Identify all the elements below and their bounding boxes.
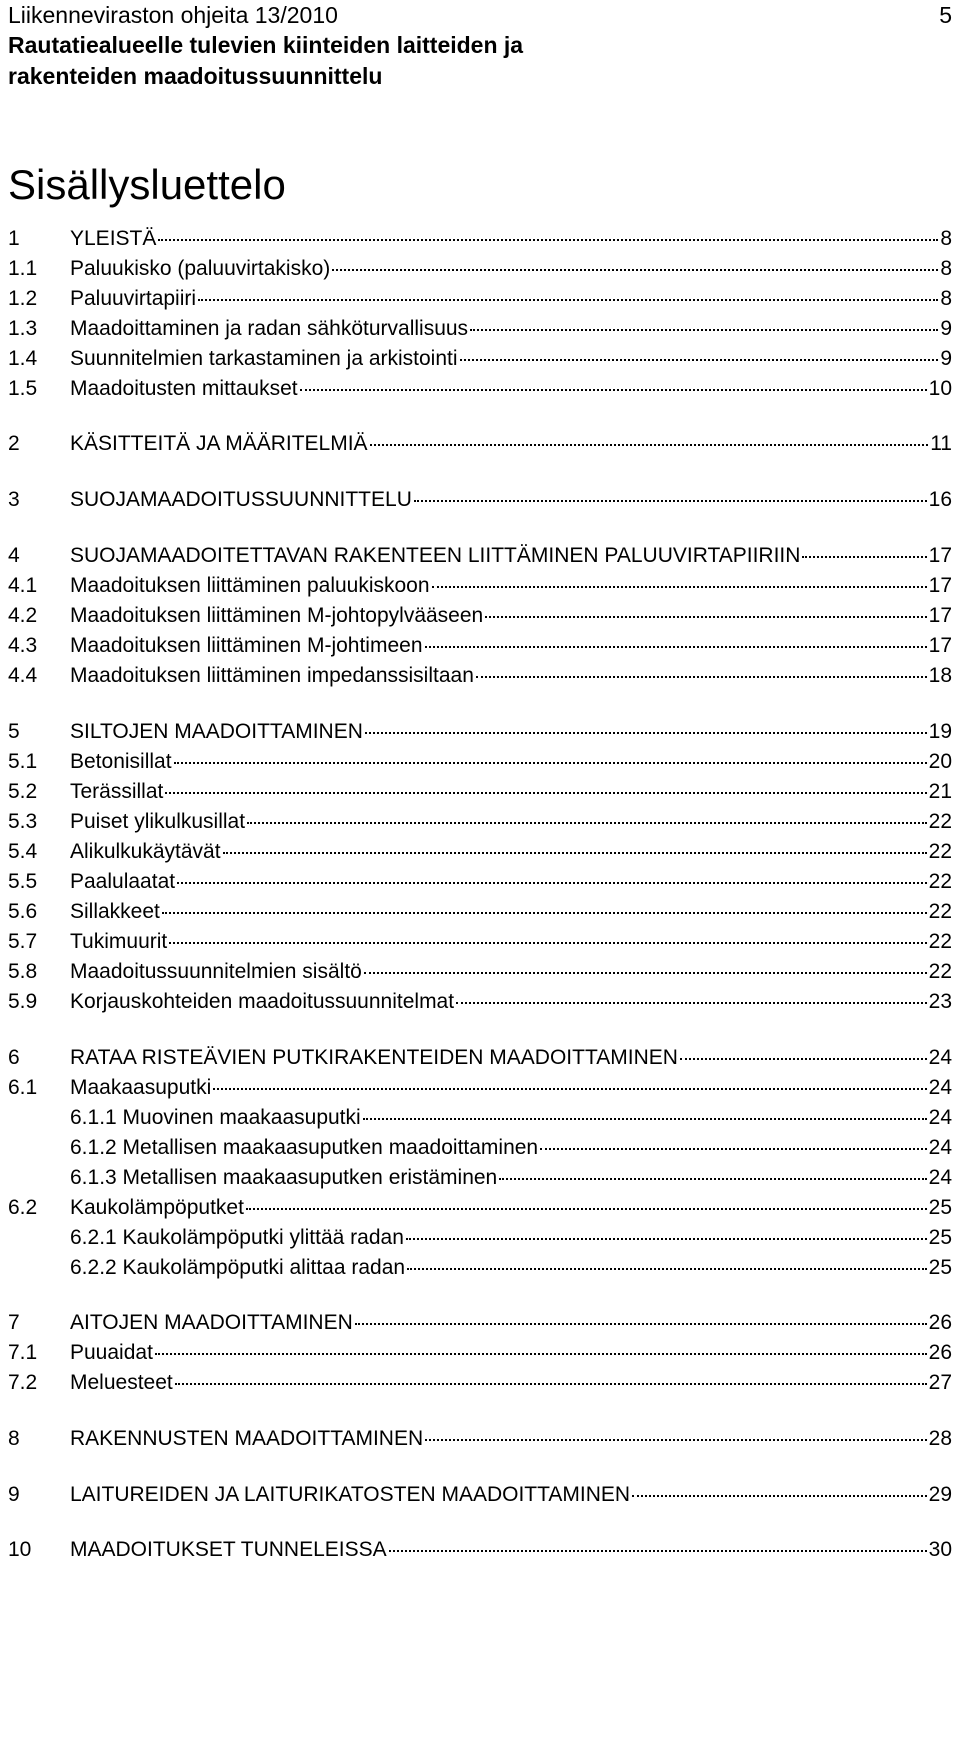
toc-entry-number: 5.3 [8,810,38,833]
toc-entry[interactable] [8,428,952,458]
document-title-line-1: Rautatiealueelle tulevien kiinteiden laitteiden ja [8,32,524,58]
dot-leader [470,309,938,331]
toc-entry-page: 29 [928,1483,952,1506]
toc-entry-page: 20 [928,750,952,773]
toc-entry-page: 18 [928,664,952,687]
toc-entry-title: Paluukisko (paluuvirtakisko) [70,257,331,280]
toc-entry[interactable] [8,373,952,403]
toc-entry[interactable] [8,660,952,690]
toc-entry-number: 8 [8,1427,20,1450]
toc-entry-title: Tukimuurit [70,930,168,953]
toc-entry-page: 17 [928,574,952,597]
toc-entry-page: 22 [928,960,952,983]
toc-entry-page: 26 [928,1341,952,1364]
dot-leader [158,219,938,241]
toc-entry-page: 19 [928,720,952,743]
toc-entry-title: Kaukolämpöputket [70,1196,244,1219]
dot-leader [632,1475,927,1497]
dot-leader [460,339,939,361]
toc-entry-title: Paluuvirtapiiri [70,287,197,310]
toc-entry-title: 6.2.1 Kaukolämpöputki ylittää radan [70,1226,404,1249]
toc-entry-title: Maadoittaminen ja radan sähköturvallisuus [70,317,469,340]
toc-entry-number: 5.1 [8,750,38,773]
toc-entry-page: 25 [928,1226,952,1249]
toc-entry-page: 25 [928,1256,952,1279]
toc-entry-page: 28 [928,1427,952,1450]
toc-entry[interactable] [8,1367,952,1397]
toc-entry-number: 9 [8,1483,20,1506]
toc-entry-title: Maadoituksen liittäminen paluukiskoon [70,574,430,597]
dot-leader [485,596,926,618]
toc-entry-title: Suunnitelmien tarkastaminen ja arkistointi [70,347,458,370]
dot-leader [247,802,927,824]
toc-entry-number: 4.3 [8,634,38,657]
toc-entry-number: 7 [8,1311,20,1334]
toc-entry-title: Maadoituksen liittäminen M-johtimeen [70,634,423,657]
toc-entry-title: Meluesteet [70,1371,173,1394]
toc-entry-title: Sillakkeet [70,900,160,923]
series-label: Liikenneviraston ohjeita 13/2010 [8,2,338,28]
toc-entry-number: 6.2 [8,1196,38,1219]
dot-leader [370,424,929,446]
dot-leader [456,982,927,1004]
toc-entry-number: 5.7 [8,930,38,953]
toc-entry-title: SILTOJEN MAADOITTAMINEN [70,720,363,743]
toc-entry[interactable] [8,1534,952,1564]
toc-entry-title: Maakaasuputki [70,1076,212,1099]
dot-leader [213,1068,926,1090]
toc-entry-number: 1.3 [8,317,38,340]
toc-entry-page: 22 [928,840,952,863]
dot-leader [680,1038,927,1060]
toc-entry-title: Maadoitussuunnitelmien sisältö [70,960,362,983]
toc-entry-page: 30 [928,1538,952,1561]
toc-entry-title: RATAA RISTEÄVIEN PUTKIRAKENTEIDEN MAADOITTAMINEN [70,1046,678,1069]
toc-entry-page: 25 [928,1196,952,1219]
dot-leader [363,1098,927,1120]
toc-entry-page: 8 [940,227,952,250]
toc-entry-title: AITOJEN MAADOITTAMINEN [70,1311,353,1334]
toc-entry[interactable] [8,1479,952,1509]
toc-entry[interactable] [8,986,952,1016]
toc-entry-page: 22 [928,810,952,833]
toc-entry-number: 5.6 [8,900,38,923]
toc-entry-number: 6.1 [8,1076,38,1099]
toc-entry-title: Puiset ylikulkusillat [70,810,246,833]
toc-entry-title: RAKENNUSTEN MAADOITTAMINEN [70,1427,424,1450]
toc-entry-number: 5 [8,720,20,743]
dot-leader [165,772,926,794]
toc-entry-title: 6.1.2 Metallisen maakaasuputken maadoittaminen [70,1136,539,1159]
dot-leader [175,1363,927,1385]
dot-leader [246,1188,927,1210]
toc-entry-title: Paalulaatat [70,870,176,893]
page-header [8,0,952,92]
toc-entry-number: 1.2 [8,287,38,310]
dot-leader [414,480,927,502]
toc-entry-page: 10 [928,377,952,400]
toc-heading: Sisällysluettelo [8,161,286,208]
toc-entry-page: 22 [928,870,952,893]
toc-entry-page: 24 [928,1166,952,1189]
dot-leader [162,892,927,914]
toc-entry-page: 9 [940,347,952,370]
page-number: 5 [939,2,952,28]
toc-entry-page: 27 [928,1371,952,1394]
toc-entry-page: 24 [928,1076,952,1099]
toc-entry-number: 6 [8,1046,20,1069]
toc-entry-page: 17 [928,634,952,657]
toc-entry-page: 21 [928,780,952,803]
toc-entry-page: 16 [928,488,952,511]
toc-entry-title: 6.1.3 Metallisen maakaasuputken eristäminen [70,1166,498,1189]
dot-leader [355,1303,927,1325]
toc-entry-number: 1.5 [8,377,38,400]
dot-leader [432,566,927,588]
dot-leader [499,1158,926,1180]
dot-leader [169,922,926,944]
toc-entry-number: 3 [8,488,20,511]
toc-entry-title: Terässillat [70,780,164,803]
toc-entry-title: Maadoitusten mittaukset [70,377,298,400]
toc-entry[interactable] [8,484,952,514]
dot-leader [364,952,927,974]
toc-entry-page: 9 [940,317,952,340]
toc-entry-number: 4.2 [8,604,38,627]
toc-entry-number: 10 [8,1538,32,1561]
dot-leader [425,626,927,648]
dot-leader [155,1333,927,1355]
toc-entry-title: SUOJAMAADOITUSSUUNNITTELU [70,488,412,511]
dot-leader [476,656,927,678]
toc-entry-number: 7.2 [8,1371,38,1394]
toc-entry-page: 24 [928,1046,952,1069]
dot-leader [174,742,927,764]
toc-entry-title: MAADOITUKSET TUNNELEISSA [70,1538,387,1561]
toc-entry-number: 5.8 [8,960,38,983]
document-title-line-2: rakenteiden maadoitussuunnittelu [8,63,383,89]
dot-leader [406,1218,927,1240]
dot-leader [389,1530,927,1552]
toc-entry[interactable] [8,1252,952,1282]
toc-entry-title: Korjauskohteiden maadoitussuunnitelmat [70,990,455,1013]
toc-entry-page: 8 [940,287,952,310]
toc-entry-page: 8 [940,257,952,280]
toc-entry-number: 4 [8,544,20,567]
toc-entry-number: 2 [8,432,20,455]
toc-entry-page: 24 [928,1106,952,1129]
dot-leader [407,1248,927,1270]
toc-entry-title: KÄSITTEITÄ JA MÄÄRITELMIÄ [70,432,368,455]
dot-leader [332,249,938,271]
dot-leader [802,536,926,558]
dot-leader [540,1128,927,1150]
toc-entry-number: 5.9 [8,990,38,1013]
dot-leader [300,369,927,391]
toc-entry-title: SUOJAMAADOITETTAVAN RAKENTEEN LIITTÄMINEN PALUUVIRTAPIIRIIN [70,544,801,567]
toc-entry-title: YLEISTÄ [70,227,157,250]
toc-entry-title: Maadoituksen liittäminen M-johtopylvääseen [70,604,484,627]
toc-entry-page: 17 [928,544,952,567]
toc-entry-number: 5.2 [8,780,38,803]
dot-leader [223,832,927,854]
toc-entry-title: 6.2.2 Kaukolämpöputki alittaa radan [70,1256,406,1279]
toc-entry-page: 11 [930,432,952,455]
dot-leader [198,279,938,301]
toc-entry-page: 24 [928,1136,952,1159]
toc-entry-title: LAITUREIDEN JA LAITURIKATOSTEN MAADOITTAMINEN [70,1483,631,1506]
toc-entry[interactable] [8,1423,952,1453]
dot-leader [177,862,927,884]
toc-entry-title: Puuaidat [70,1341,153,1364]
toc-entry-number: 5.5 [8,870,38,893]
toc-entry-title: 6.1.1 Muovinen maakaasuputki [70,1106,361,1129]
toc-entry-page: 26 [928,1311,952,1334]
toc-entry-number: 7.1 [8,1341,38,1364]
toc-entry-number: 1.1 [8,257,38,280]
toc-entry-page: 22 [928,930,952,953]
toc-entry-number: 5.4 [8,840,38,863]
toc-entry-number: 4.4 [8,664,38,687]
dot-leader [425,1419,927,1441]
toc-entry-title: Maadoituksen liittäminen impedanssisiltaan [70,664,474,687]
toc-entry-title: Betonisillat [70,750,172,773]
toc-entry-number: 4.1 [8,574,38,597]
dot-leader [365,712,927,734]
toc-entry-number: 1.4 [8,347,38,370]
toc-entry-number: 1 [8,227,20,250]
toc-entry-page: 22 [928,900,952,923]
toc-entry-title: Alikulkukäytävät [70,840,221,863]
toc-entry-page: 17 [928,604,952,627]
toc-entry-page: 23 [928,990,952,1013]
